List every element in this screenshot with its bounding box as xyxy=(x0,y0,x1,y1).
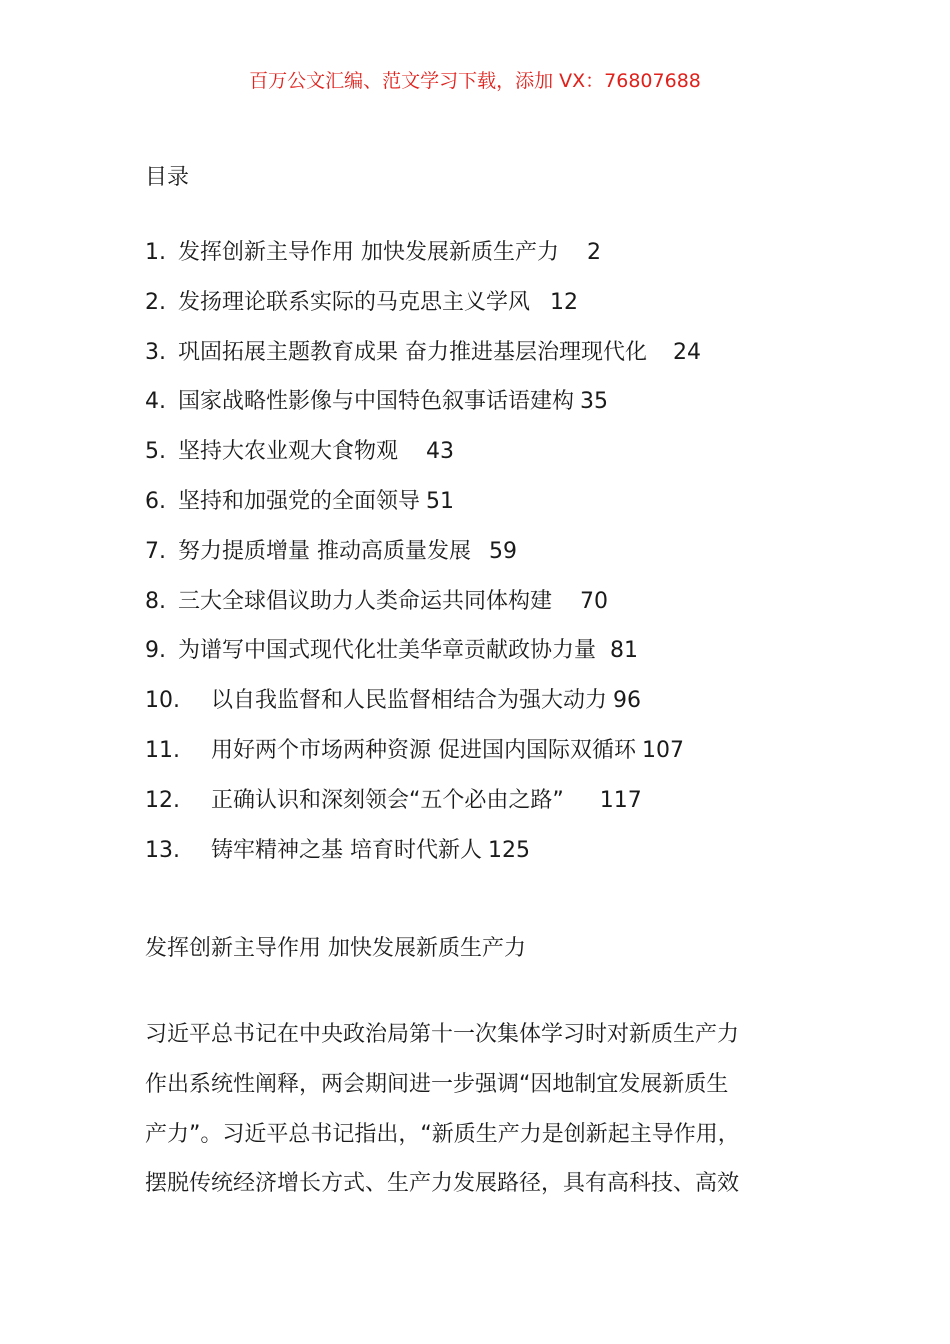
toc-item-title: 发挥创新主导作用 加快发展新质生产力 xyxy=(178,240,559,265)
toc-item[interactable] xyxy=(145,387,845,437)
toc-item-page: 107 xyxy=(642,737,684,763)
toc-item[interactable] xyxy=(145,487,845,537)
toc-item-title: 巩固拓展主题教育成果 奋力推进基层治理现代化 xyxy=(178,339,647,365)
toc-item-page: 81 xyxy=(610,638,639,664)
toc-item-page: 96 xyxy=(613,688,642,714)
section-heading: 发挥创新主导作用 加快发展新质生产力 xyxy=(145,936,526,961)
toc-item[interactable] xyxy=(145,338,845,388)
toc-item-number: 6. xyxy=(145,488,166,514)
toc-item-title: 国家战略性影像与中国特色叙事话语建构 xyxy=(178,389,575,415)
toc-title: 目录 xyxy=(145,165,190,190)
toc-item-title: 铸牢精神之基 培育时代新人 xyxy=(211,837,482,863)
toc-item-page: 35 xyxy=(580,389,609,415)
paragraph-line: 摆脱传统经济增长方式、生产力发展路径，具有高科技、高效 xyxy=(145,1171,740,1197)
toc-item-page: 125 xyxy=(488,837,530,863)
toc-item-number: 10. xyxy=(145,688,180,714)
toc-item-title: 坚持大农业观大食物观 xyxy=(178,439,399,465)
toc-item-title: 坚持和加强党的全面领导 xyxy=(178,488,421,514)
toc-item-page: 12 xyxy=(550,289,579,315)
body-paragraph xyxy=(145,1010,825,1209)
toc-item-number: 7. xyxy=(145,538,166,564)
toc-item-number: 2. xyxy=(145,289,166,315)
toc-item-number: 8. xyxy=(145,588,166,614)
toc-item-number: 12. xyxy=(145,787,180,813)
paragraph-line: 习近平总书记在中央政治局第十一次集体学习时对新质生产力 xyxy=(145,1022,740,1047)
toc-item[interactable] xyxy=(145,587,845,637)
toc-item[interactable] xyxy=(145,686,845,736)
toc-item-page: 117 xyxy=(599,787,642,813)
toc-item-number: 4. xyxy=(145,389,166,415)
toc-item-title: 为谱写中国式现代化壮美华章贡献政协力量 xyxy=(178,638,597,664)
toc-item-title: 发扬理论联系实际的马克思主义学风 xyxy=(178,289,531,315)
toc-item-number: 5. xyxy=(145,439,166,465)
toc-item-title: 三大全球倡议助力人类命运共同体构建 xyxy=(178,588,553,614)
toc-item[interactable] xyxy=(145,636,845,686)
toc-item[interactable] xyxy=(145,288,845,338)
toc-item[interactable] xyxy=(145,786,845,836)
toc-item-number: 11. xyxy=(145,737,180,763)
toc-item[interactable] xyxy=(145,238,845,288)
toc-item-page: 2 xyxy=(587,240,601,265)
toc-item[interactable] xyxy=(145,736,845,786)
toc-item-title: 努力提质增量 推动高质量发展 xyxy=(178,538,471,564)
toc-item[interactable] xyxy=(145,836,845,886)
toc-item-page: 51 xyxy=(426,488,455,514)
toc-item-page: 24 xyxy=(673,339,701,365)
table-of-contents xyxy=(145,238,845,885)
paragraph-line: 产力”。习近平总书记指出，“新质生产力是创新起主导作用， xyxy=(145,1121,740,1147)
paragraph-line: 作出系统性阐释，两会期间进一步强调“因地制宜发展新质生 xyxy=(145,1071,729,1097)
toc-item-page: 59 xyxy=(489,538,517,564)
toc-item-page: 70 xyxy=(580,588,609,614)
toc-item-number: 9. xyxy=(145,638,166,664)
toc-item-title: 用好两个市场两种资源 促进国内国际双循环 xyxy=(211,737,636,763)
toc-item-title: 以自我监督和人民监督相结合为强大动力 xyxy=(211,688,608,714)
toc-item-number: 1. xyxy=(145,240,166,265)
watermark-header: 百万公文汇编、范文学习下载，添加 VX：76807688 xyxy=(249,70,701,92)
toc-item-page: 43 xyxy=(426,439,455,465)
toc-item-number: 13. xyxy=(145,837,180,863)
toc-item[interactable] xyxy=(145,437,845,487)
toc-item[interactable] xyxy=(145,537,845,587)
toc-item-number: 3. xyxy=(145,339,166,365)
toc-item-title: 正确认识和深刻领会“五个必由之路” xyxy=(211,787,564,813)
